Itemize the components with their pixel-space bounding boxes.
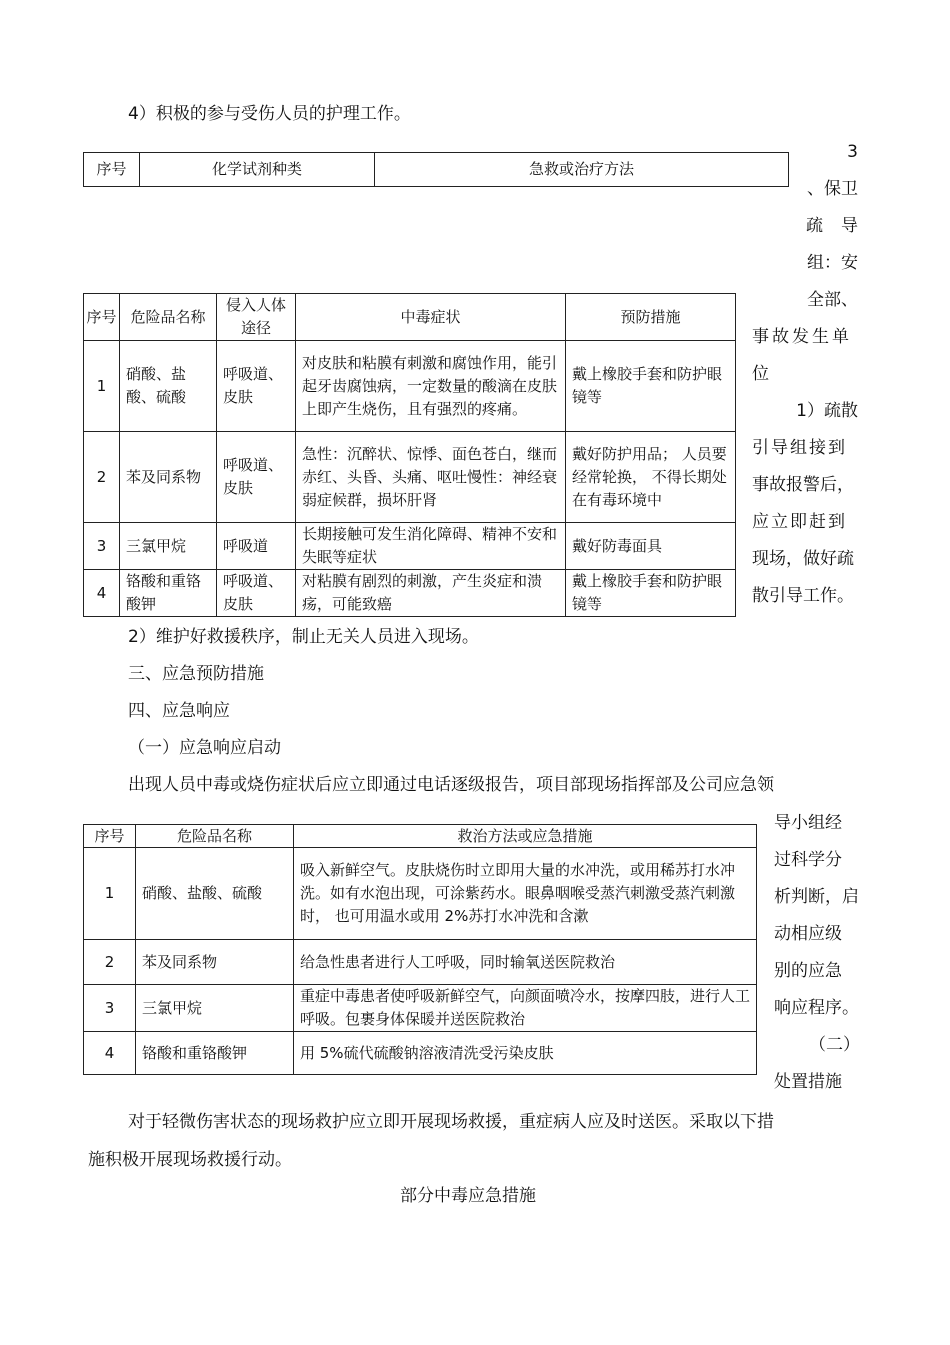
table-caption: 部分中毒应急措施 xyxy=(400,1186,536,1206)
table-row: 2 苯及同系物 给急性患者进行人工呼吸，同时输氧送医院救治 xyxy=(84,940,757,985)
header-no: 序号 xyxy=(84,294,120,341)
header-method: 救治方法或应急措施 xyxy=(294,825,757,848)
emergency-measures-table xyxy=(83,824,757,1075)
poisoning-symptom-table xyxy=(83,293,736,617)
rescue-paragraph-line-1: 对于轻微伤害状态的现场救护应立即开展现场救援，重症病人应及时送医。采取以下措 xyxy=(128,1112,774,1132)
header-route: 侵入人体途径 xyxy=(217,294,296,341)
rescue-paragraph-line-2: 施积极开展现场救援行动。 xyxy=(88,1150,292,1170)
header-hazard-name: 危险品名称 xyxy=(136,825,294,848)
subsection-heading-4-1: （一）应急响应启动 xyxy=(128,738,281,758)
table-row: 1 硝酸、盐酸、硫酸 吸入新鲜空气。皮肤烧伤时立即用大量的水冲洗，或用稀苏打水冲洗。如有水泡出现，可涂紫药水。眼鼻咽喉受蒸汽刺激受蒸汽刺激时， 也可用温水或用 2%苏打水冲洗和含漱 xyxy=(84,848,757,940)
emergency-response-text: 导小组经 过科学分 析判断，启 动相应级 别的应急 响应程序。 （二） 处置措施 xyxy=(774,813,860,1092)
section-heading-3: 三、应急预防措施 xyxy=(128,664,264,684)
header-treatment: 急救或治疗方法 xyxy=(375,153,789,187)
table-row: 4 铬酸和重铬酸钾 呼吸道、皮肤 对粘膜有剧烈的刺激，产生炎症和溃疡，可能致癌 戴上橡胶手套和防护眼镜等 xyxy=(84,570,736,617)
section-heading-4: 四、应急响应 xyxy=(128,701,230,721)
header-chemical-type: 化学试剂种类 xyxy=(140,153,375,187)
table-row: 2 苯及同系物 呼吸道、皮肤 急性：沉醉状、惊悸、面色苍白，继而赤红、头昏、头痛、呕吐慢性：神经衰弱症候群，损坏肝肾 戴好防护用品； 人员要经常轮换， 不得长期处在有毒环境中 xyxy=(84,432,736,523)
table-row: 4 铬酸和重铬酸钾 用 5%硫代硫酸钠溶液清洗受污染皮肤 xyxy=(84,1032,757,1075)
report-paragraph: 出现人员中毒或烧伤症状后应立即通过电话逐级报告，项目部现场指挥部及公司应急领 xyxy=(128,775,774,795)
header-no: 序号 xyxy=(84,825,136,848)
table-row: 3 三氯甲烷 呼吸道 长期接触可发生消化障碍、精神不安和失眠等症状 戴好防毒面具 xyxy=(84,523,736,570)
table-row: 3 三氯甲烷 重症中毒患者使呼吸新鲜空气，向颜面喷冷水，按摩四肢，进行人工呼吸。包裹身体保暖并送医院救治 xyxy=(84,985,757,1032)
header-symptom: 中毒症状 xyxy=(296,294,566,341)
header-no: 序号 xyxy=(84,153,140,187)
security-group-text: 3 、保卫 疏 导 组：安 全部、 事故发生单 位 1）疏散 引导组接到 事故报警后， 应立即赶到 现场，做好疏 散引导工作。 xyxy=(752,142,858,606)
care-line: 4）积极的参与受伤人员的护理工作。 xyxy=(128,104,411,124)
header-prevention: 预防措施 xyxy=(566,294,736,341)
header-hazard-name: 危险品名称 xyxy=(120,294,217,341)
order-line: 2）维护好救援秩序，制止无关人员进入现场。 xyxy=(128,627,479,647)
chemical-treatment-header-table xyxy=(83,152,789,187)
table-row: 1 硝酸、盐酸、硫酸 呼吸道、皮肤 对皮肤和粘膜有刺激和腐蚀作用，能引起牙齿腐蚀病，一定数量的酸滴在皮肤上即产生烧伤，且有强烈的疼痛。 戴上橡胶手套和防护眼镜等 xyxy=(84,341,736,432)
